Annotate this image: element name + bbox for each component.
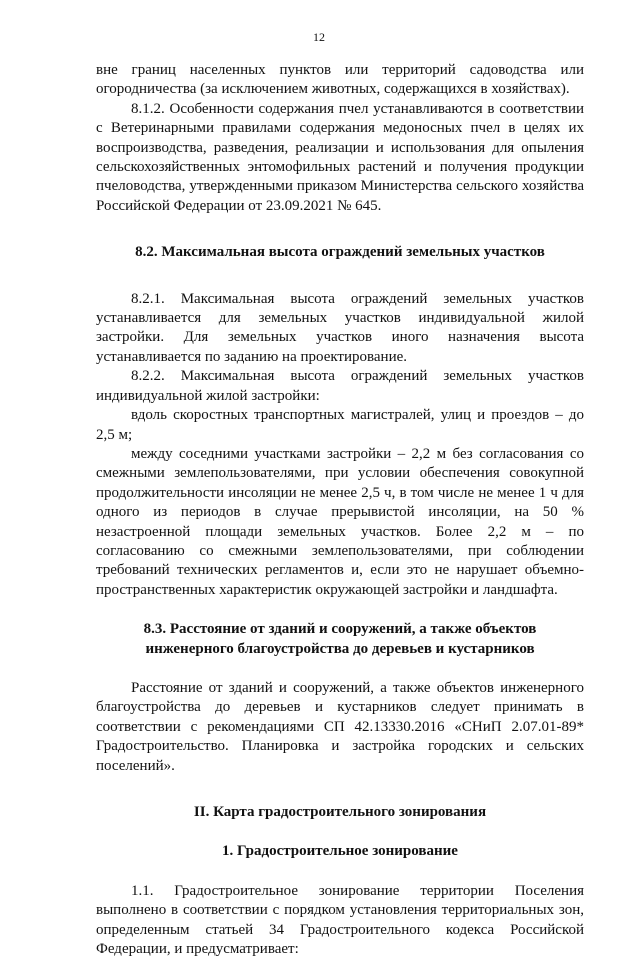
- paragraph-1-1: 1.1. Градостроительное зонирование территории Поселения выполнено в соответствии с порядком установления территориальных зон, определенным статьей 34 Градостроительного кодекса Российской Федерации, и предусматривает:: [96, 882, 584, 958]
- heading-8-3: 8.3. Расстояние от зданий и сооружений, а также объектов инженерного благоустройства до деревьев и кустарников: [143, 621, 537, 657]
- paragraph-neighbors: между соседними участками застройки – 2,2 м без согласования со смежными землепользователями, при условии обеспечения совокупной продолжительности инсоляции не менее 2,5 ч, в том числе не менее 1 ч для одного из периодов в случае прерывистой инсоляции, на 50 % незастроенной площади земельных участков. Более 2,2 м – по согласованию со смежными землепользователями, при соблюдении требований технических регламентов и, если это не нарушает объемно-пространственных характеристик окружающей застройки и ландшафта.: [96, 445, 584, 598]
- heading-8-2: 8.2. Максимальная высота ограждений земельных участков: [135, 244, 545, 261]
- heading-section-ii: II. Карта градостроительного зонирования: [193, 804, 487, 820]
- document-body: [96, 61, 584, 959]
- paragraph-8-1-2: 8.1.2. Особенности содержания пчел устанавливаются в соответствии с Ветеринарными правилами содержания медоносных пчел в целях их воспроизводства, разведения, реализации и использования для опыления сельскохозяйственных энтомофильных растений и получения продукции пчеловодства, утвержденными приказом Министерства сельского хозяйства Российской Федерации от 23.09.2021 № 645.: [96, 100, 584, 214]
- paragraph-distance: Расстояние от зданий и сооружений, а также объектов инженерного благоустройства до деревьев и кустарников следует принимать в соответствии с рекомендациями СП 42.13330.2016 «СНиП 2.07.01-89* Градостроительство. Планировка и застройка городских и сельских поселений».: [96, 679, 584, 774]
- page-number: 12: [313, 30, 325, 44]
- paragraph-8-2-1: 8.2.1. Максимальная высота ограждений земельных участков устанавливается для земельных участков индивидуальной жилой застройки. Для земельных участков иного назначения высота устанавливается по заданию на проектирование.: [96, 290, 584, 365]
- heading-zoning: 1. Градостроительное зонирование: [222, 843, 458, 860]
- paragraph-continuation: вне границ населенных пунктов или территорий садоводства или огородничества (за исключением животных, содержащихся в хозяйствах).: [96, 62, 584, 98]
- paragraph-roads: вдоль скоростных транспортных магистралей, улиц и проездов – до 2,5 м;: [96, 407, 584, 443]
- paragraph-8-2-2: 8.2.2. Максимальная высота ограждений земельных участков индивидуальной жилой застройки:: [96, 368, 584, 404]
